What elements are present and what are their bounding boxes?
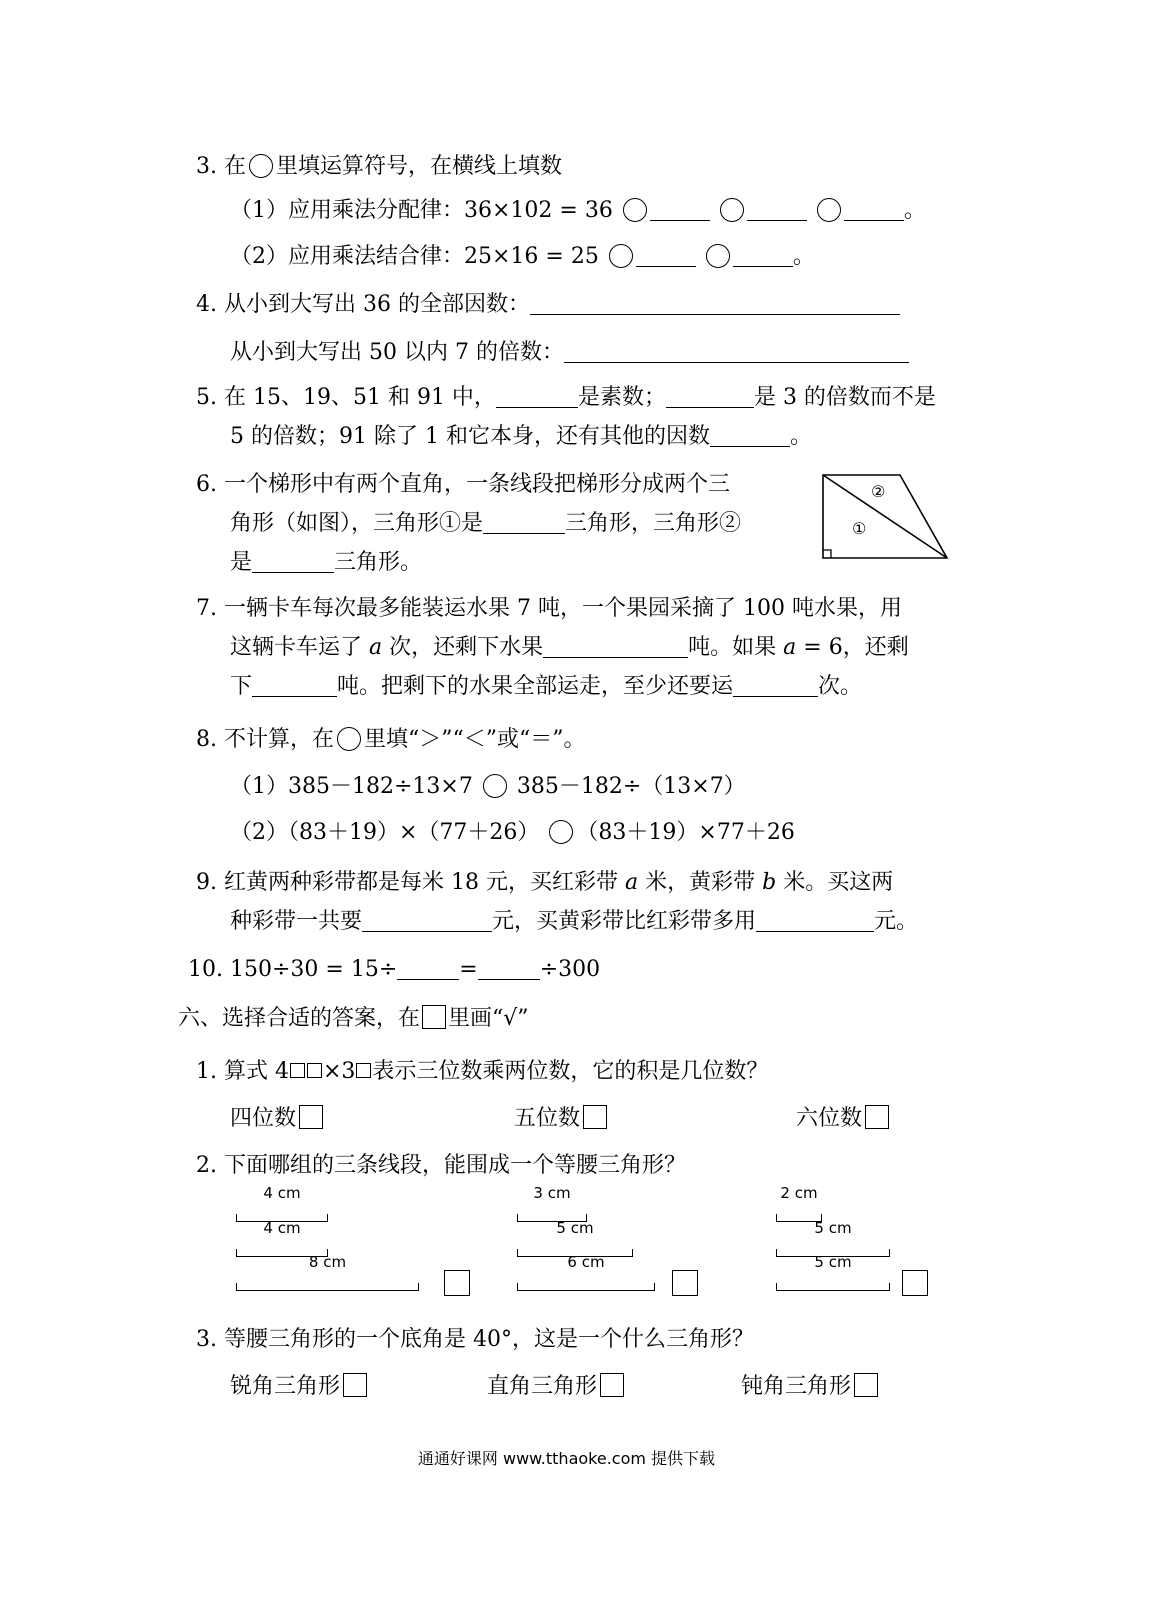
q3-sub1: （1）应用乘法分配律：36×102 = 36 。 [230, 198, 926, 223]
answer-checkbox[interactable] [854, 1373, 878, 1397]
q9-line2: 种彩带一共要 元，买黄彩带比红彩带多用 元。 [230, 909, 919, 934]
segment-group1-1: 4 cm [236, 1204, 328, 1222]
q4-line1: 4. 从小到大写出 36 的全部因数： [196, 290, 900, 320]
q5-line2: 5 的倍数；91 除了 1 和它本身，还有其他的因数 。 [230, 424, 812, 449]
answer-blank[interactable] [650, 198, 710, 221]
blank-circle[interactable] [706, 244, 730, 268]
s6q1-option-3: 六位数 [796, 1104, 889, 1134]
q6-line2: 角形（如图），三角形①是 三角形，三角形② [230, 511, 742, 536]
s6q1-title: 1. 算式 4 ×3 表示三位数乘两位数，它的积是几位数？ [196, 1059, 769, 1084]
answer-checkbox[interactable] [583, 1105, 607, 1129]
segment-group3-1: 2 cm [776, 1204, 822, 1222]
segment-group1-3: 8 cm [236, 1273, 419, 1291]
answer-blank[interactable] [756, 909, 874, 932]
trapezoid-figure [815, 470, 955, 562]
q6-line1: 6. 一个梯形中有两个直角，一条线段把梯形分成两个三 [196, 472, 730, 497]
blank-circle[interactable] [609, 244, 633, 268]
q3-title: 3. 在 里填运算符号，在横线上填数 [196, 154, 562, 179]
answer-blank[interactable] [564, 340, 909, 363]
blank-circle[interactable] [623, 198, 647, 222]
answer-blank[interactable] [666, 385, 754, 408]
answer-blank[interactable] [252, 550, 334, 573]
s6q3-option-3: 钝角三角形 [741, 1372, 878, 1402]
segment-group3-2: 5 cm [776, 1239, 890, 1257]
answer-blank[interactable] [478, 957, 540, 980]
q7-line1: 7. 一辆卡车每次最多能装运水果 7 吨，一个果园采摘了 100 吨水果，用 [196, 596, 902, 621]
answer-blank[interactable] [397, 957, 459, 980]
right-angle-mark [823, 550, 831, 558]
s6q1-option-2: 五位数 [514, 1104, 607, 1134]
segment-group1-2: 4 cm [236, 1239, 328, 1257]
segment-group2-2: 5 cm [517, 1239, 633, 1257]
answer-checkbox[interactable] [600, 1373, 624, 1397]
page-footer: 通通好课网 www.tthaoke.com 提供下载 [417, 1449, 716, 1468]
section6-title: 六、选择合适的答案，在 里画“√” [178, 1006, 529, 1031]
q3-sub2: （2）应用乘法结合律：25×16 = 25 。 [230, 244, 815, 269]
answer-blank[interactable] [530, 292, 900, 315]
q10-line: 10. 150÷30 = 15÷ = ÷300 [188, 957, 601, 982]
s6q3-title: 3. 等腰三角形的一个底角是 40°，这是一个什么三角形？ [196, 1327, 754, 1352]
compare-circle[interactable] [483, 774, 507, 798]
answer-blank[interactable] [636, 244, 696, 267]
answer-blank[interactable] [543, 635, 688, 658]
answer-checkbox[interactable] [299, 1105, 323, 1129]
q8-title: 8. 不计算，在 里填“＞”“＜”或“＝”。 [196, 727, 586, 752]
q8-sub2: （2）（83＋19）×（77＋26） （83＋19）×77＋26 [230, 820, 795, 845]
blank-circle[interactable] [817, 198, 841, 222]
q9-line1: 9. 红黄两种彩带都是每米 18 元，买红彩带 a 米，黄彩带 b 米。买这两 [196, 870, 894, 895]
compare-circle[interactable] [549, 820, 573, 844]
answer-blank[interactable] [733, 244, 793, 267]
answer-blank[interactable] [844, 198, 904, 221]
q7-line2: 这辆卡车运了 a 次，还剩下水果 吨。如果 a = 6，还剩 [230, 635, 909, 660]
q7-line3: 下 吨。把剩下的水果全部运走，至少还要运 次。 [230, 674, 863, 699]
answer-checkbox[interactable] [343, 1373, 367, 1397]
answer-blank[interactable] [483, 511, 565, 534]
digit-placeholder [290, 1063, 305, 1078]
answer-checkbox[interactable] [444, 1270, 470, 1296]
blank-circle[interactable] [720, 198, 744, 222]
answer-blank[interactable] [362, 909, 492, 932]
blank-circle[interactable] [249, 154, 273, 178]
answer-blank[interactable] [710, 424, 790, 447]
answer-blank[interactable] [496, 385, 578, 408]
blank-circle[interactable] [337, 727, 361, 751]
answer-checkbox[interactable] [902, 1270, 928, 1296]
s6q3-option-1: 锐角三角形 [230, 1372, 367, 1402]
answer-blank[interactable] [733, 674, 818, 697]
digit-placeholder [307, 1063, 322, 1078]
answer-blank[interactable] [747, 198, 807, 221]
triangle-label-2: ② [871, 482, 886, 501]
s6q1-option-1: 四位数 [230, 1104, 323, 1134]
triangle-label-1: ① [852, 519, 867, 538]
s6q3-option-2: 直角三角形 [487, 1372, 624, 1402]
digit-placeholder [356, 1063, 371, 1078]
answer-checkbox[interactable] [672, 1270, 698, 1296]
q8-sub1: （1）385－182÷13×7 385－182÷（13×7） [230, 774, 746, 799]
segment-group3-3: 5 cm [776, 1273, 890, 1291]
segment-group2-1: 3 cm [517, 1204, 587, 1222]
segment-group2-3: 6 cm [517, 1273, 655, 1291]
q6-line3: 是 三角形。 [230, 550, 423, 575]
q4-line2: 从小到大写出 50 以内 7 的倍数： [230, 338, 909, 368]
q5-line1: 5. 在 15、19、51 和 91 中， 是素数； 是 3 的倍数而不是 [196, 385, 936, 410]
answer-blank[interactable] [252, 674, 337, 697]
answer-checkbox[interactable] [865, 1105, 889, 1129]
s6q2-title: 2. 下面哪组的三条线段，能围成一个等腰三角形？ [196, 1153, 686, 1178]
checkbox-sample [422, 1005, 446, 1029]
